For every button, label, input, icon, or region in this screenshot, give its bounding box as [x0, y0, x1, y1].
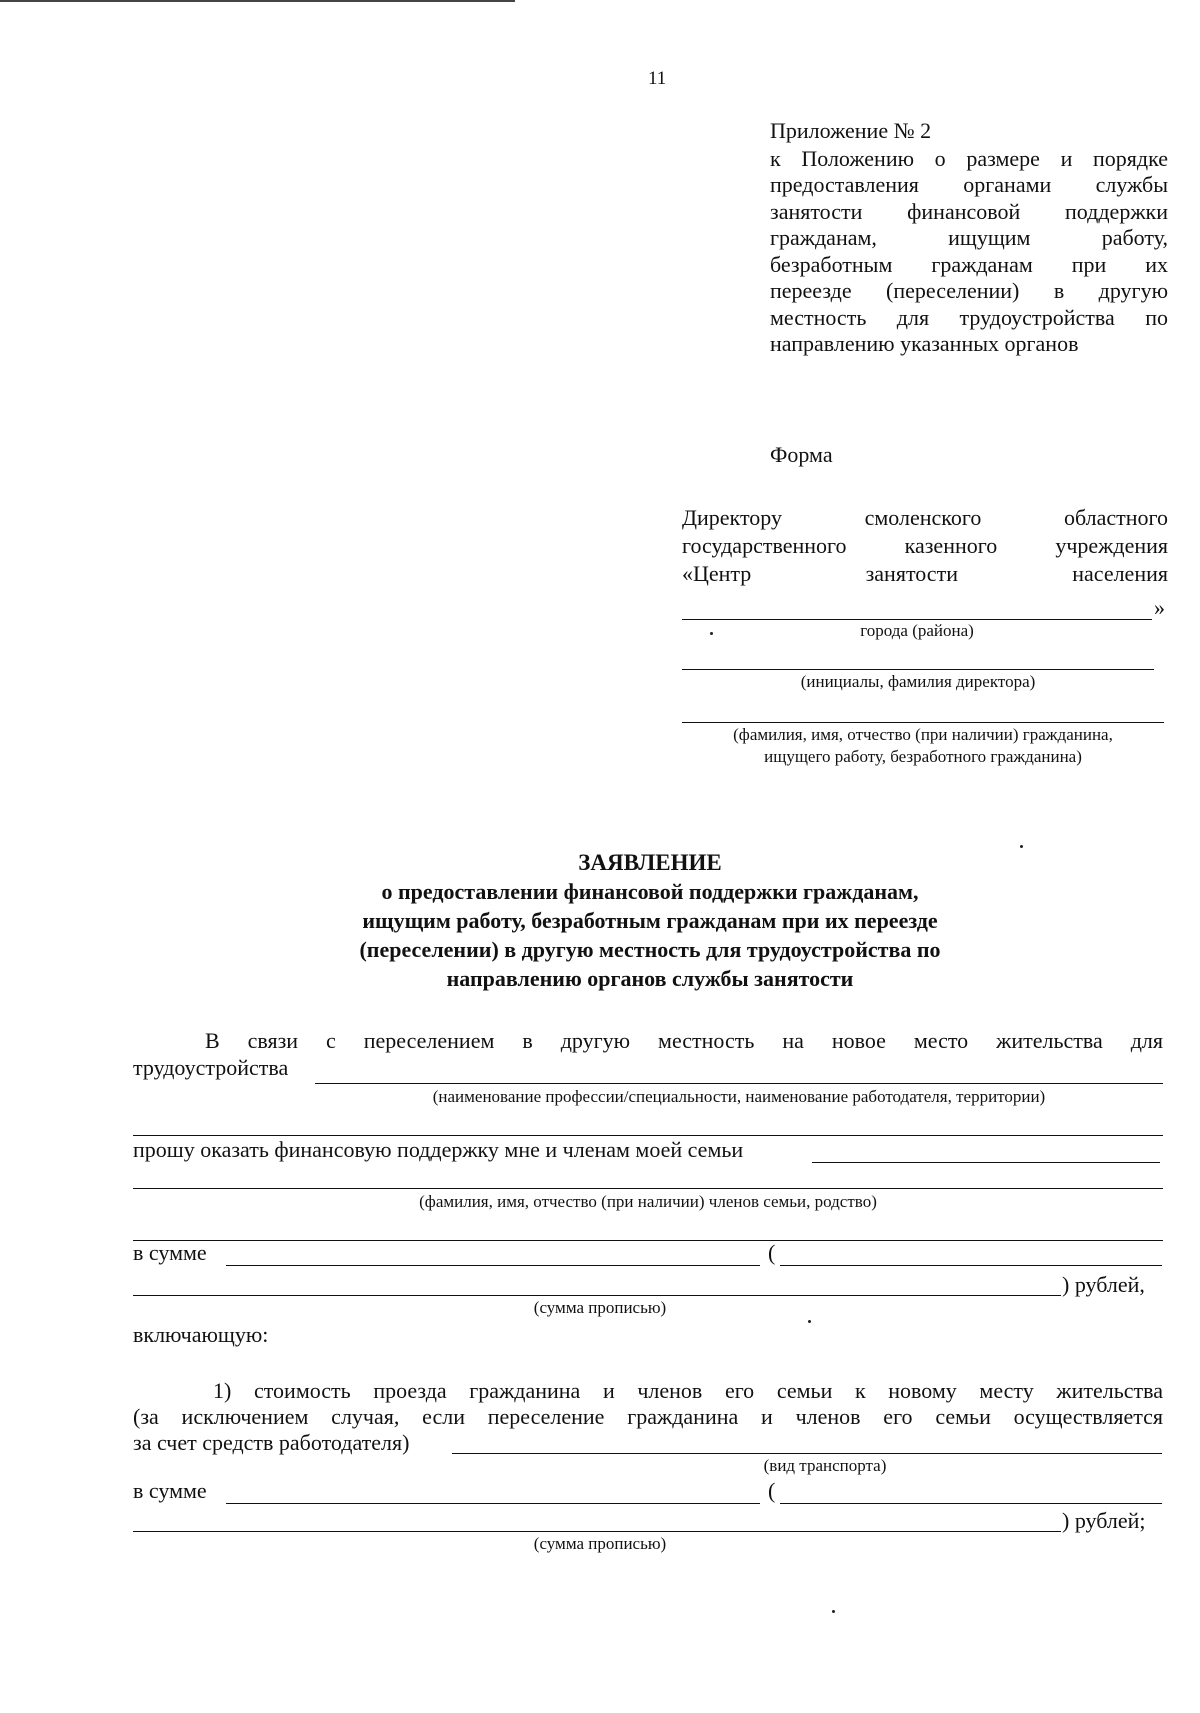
- addressee-line: государственного казенного учреждения: [682, 533, 1168, 558]
- annex-line: предоставления органами службы: [770, 172, 1168, 197]
- statement-title-line: ищущим работу, безработным гражданам при их переезде: [362, 908, 938, 933]
- sum-words-field-start[interactable]: [780, 1265, 1162, 1266]
- annex-line: местность для трудоустройства по: [770, 304, 1168, 330]
- director-caption: (инициалы, фамилия директора): [800, 672, 1036, 691]
- page-number: 11: [648, 68, 667, 89]
- family-members-field[interactable]: [812, 1162, 1160, 1163]
- sum-label: в сумме: [133, 1240, 207, 1265]
- annex-line: направлению указанных органов: [770, 331, 1079, 356]
- item1-line2: (за исключением случая, если переселение гражданина и членов его семьи осуществляется: [133, 1404, 1163, 1429]
- transport-caption: (вид транспорта): [763, 1456, 887, 1475]
- family-members-field-3[interactable]: [133, 1240, 1163, 1241]
- addressee-block: [682, 504, 1168, 588]
- family-caption: (фамилия, имя, отчество (при наличии) членов семьи, родство): [419, 1192, 877, 1211]
- annex-line: гражданам, ищущим работу,: [770, 225, 1168, 250]
- addressee-line: «Центр занятости населения: [682, 561, 1168, 586]
- annex-header: [770, 118, 1168, 358]
- open-paren: (: [768, 1240, 776, 1265]
- scan-speck: [808, 1320, 811, 1323]
- statement-title-main: ЗАЯВЛЕНИЕ: [578, 850, 722, 875]
- open-paren-2: (: [768, 1478, 776, 1503]
- rubles-semicolon: ) рублей;: [1062, 1508, 1146, 1533]
- scan-speck: [710, 632, 713, 635]
- item1-paragraph: [133, 1378, 1163, 1456]
- sum-words-field-start-2[interactable]: [780, 1503, 1162, 1504]
- request-text: прошу оказать финансовую поддержку мне и членам моей семьи: [133, 1137, 744, 1162]
- profession-continuation-field[interactable]: [133, 1135, 1163, 1136]
- item1-line3: за счет средств работодателя): [133, 1430, 410, 1455]
- form-label: Форма: [770, 442, 833, 467]
- statement-title-line: о предоставлении финансовой поддержки гражданам,: [381, 879, 919, 904]
- closing-quote: »: [1154, 595, 1165, 620]
- director-name-field[interactable]: [682, 669, 1154, 670]
- relocation-paragraph-line1: В связи с переселением в другую местность на новое место жительства для: [205, 1028, 1163, 1053]
- scan-speck: [832, 1610, 835, 1613]
- sum-words-field[interactable]: [133, 1295, 1061, 1296]
- sum-words-caption-2: (сумма прописью): [533, 1534, 667, 1553]
- sum-digits-field-2[interactable]: [226, 1503, 760, 1504]
- including-label: включающую:: [133, 1322, 269, 1347]
- statement-title-line: направлению органов службы занятости: [446, 966, 854, 991]
- annex-line: безработным гражданам при их: [770, 251, 1168, 277]
- city-caption: города (района): [860, 621, 974, 640]
- profession-employer-field[interactable]: [315, 1083, 1163, 1084]
- statement-title: [140, 848, 1160, 993]
- annex-line: переезде (переселении) в другую: [770, 278, 1168, 303]
- transport-type-field[interactable]: [452, 1453, 1162, 1454]
- applicant-caption-line1: (фамилия, имя, отчество (при наличии) гражданина,: [733, 725, 1113, 744]
- statement-title-line: (переселении) в другую местность для трудоустройства по: [359, 937, 941, 962]
- annex-heading: Приложение № 2: [770, 118, 932, 143]
- sum-words-field-2[interactable]: [133, 1531, 1061, 1532]
- annex-line: к Положению о размере и порядке: [770, 145, 1168, 171]
- rubles-comma: ) рублей,: [1062, 1272, 1145, 1297]
- top-scan-edge-line: [0, 0, 515, 2]
- applicant-name-field[interactable]: [682, 722, 1164, 723]
- profession-caption: (наименование профессии/специальности, наименование работодателя, территории): [432, 1087, 1046, 1106]
- sum-label-2: в сумме: [133, 1478, 207, 1503]
- annex-line: занятости финансовой поддержки: [770, 198, 1168, 224]
- applicant-caption-line2: ищущего работу, безработного гражданина): [764, 747, 1082, 766]
- sum-digits-field[interactable]: [226, 1265, 760, 1266]
- relocation-paragraph-line2-start: трудоустройства: [133, 1055, 289, 1080]
- item1-line1: 1) стоимость проезда гражданина и членов его семьи к новому месту жительства: [213, 1378, 1163, 1403]
- sum-words-caption: (сумма прописью): [533, 1298, 667, 1317]
- addressee-line: Директору смоленского областного: [682, 505, 1168, 530]
- family-members-field-2[interactable]: [133, 1188, 1163, 1189]
- center-name-field[interactable]: [682, 619, 1152, 620]
